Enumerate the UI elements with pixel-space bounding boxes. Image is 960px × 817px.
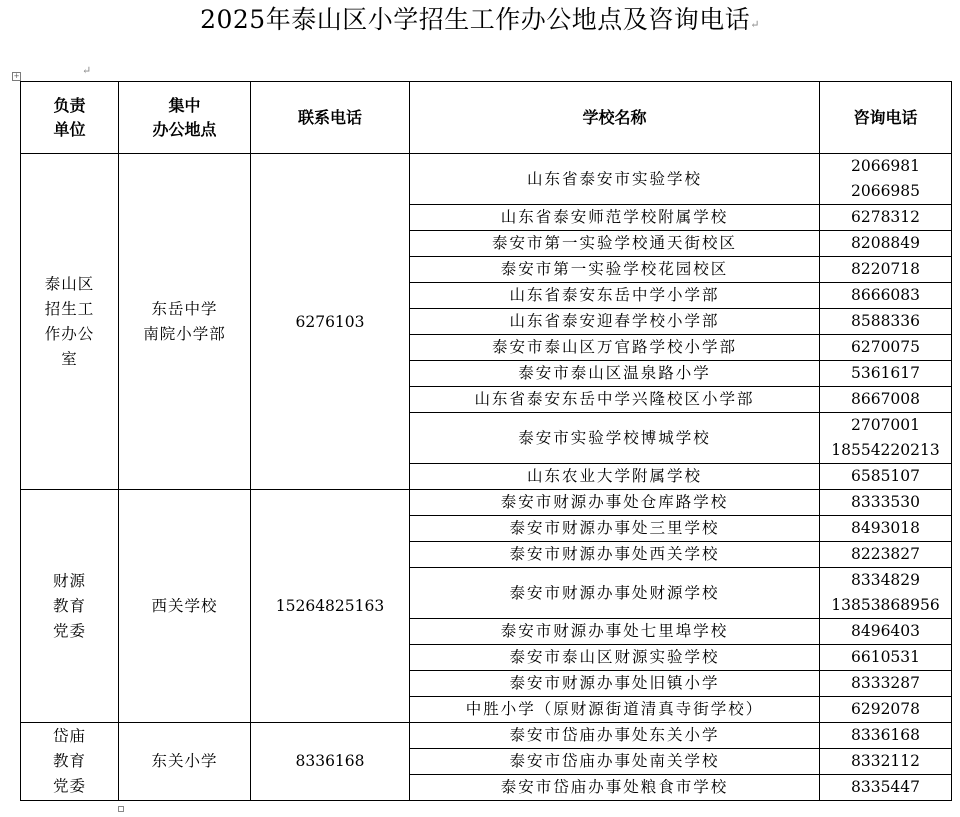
consult-phone-cell: 8667008 bbox=[820, 387, 952, 413]
school-name-cell: 中胜小学（原财源街道清真寺街学校） bbox=[410, 697, 820, 723]
consult-phone-cell: 8335447 bbox=[820, 775, 952, 801]
consult-phone-cell: 8666083 bbox=[820, 283, 952, 309]
table-row bbox=[21, 490, 952, 516]
school-name-cell: 山东省泰安东岳中学小学部 bbox=[410, 283, 820, 309]
school-name-cell: 泰安市财源办事处仓库路学校 bbox=[410, 490, 820, 516]
office-location-cell: 东岳中学 南院小学部 bbox=[119, 154, 251, 490]
school-name-cell: 泰安市泰山区温泉路小学 bbox=[410, 361, 820, 387]
table-move-handle-icon[interactable]: + bbox=[13, 72, 20, 80]
school-name-cell: 泰安市泰山区万官路学校小学部 bbox=[410, 335, 820, 361]
consult-phone-cell: 6610531 bbox=[820, 645, 952, 671]
consult-phone-cell: 8334829 13853868956 bbox=[820, 568, 952, 619]
school-name-cell: 泰安市泰山区财源实验学校 bbox=[410, 645, 820, 671]
consult-phone-cell: 5361617 bbox=[820, 361, 952, 387]
school-name-cell: 泰安市财源办事处财源学校 bbox=[410, 568, 820, 619]
table-row bbox=[21, 723, 952, 749]
school-name-cell: 泰安市财源办事处三里学校 bbox=[410, 516, 820, 542]
consult-phone-cell: 6270075 bbox=[820, 335, 952, 361]
table-header-row bbox=[21, 82, 952, 154]
consult-phone-cell: 8496403 bbox=[820, 619, 952, 645]
school-name-cell: 山东省泰安东岳中学兴隆校区小学部 bbox=[410, 387, 820, 413]
school-name-cell: 山东省泰安迎春学校小学部 bbox=[410, 309, 820, 335]
paragraph-mark: ↵ bbox=[750, 18, 760, 31]
school-name-cell: 山东省泰安市实验学校 bbox=[410, 154, 820, 205]
office-location-cell: 西关学校 bbox=[119, 490, 251, 723]
cell-end-marker bbox=[118, 806, 124, 812]
school-name-cell: 泰安市财源办事处旧镇小学 bbox=[410, 671, 820, 697]
school-name-cell: 泰安市岱庙办事处南关学校 bbox=[410, 749, 820, 775]
consult-phone-cell: 8336168 bbox=[820, 723, 952, 749]
office-location-cell: 东关小学 bbox=[119, 723, 251, 801]
consult-phone-cell: 8223827 bbox=[820, 542, 952, 568]
header-unit: 负责 单位 bbox=[21, 82, 119, 154]
admissions-table bbox=[20, 81, 952, 801]
school-name-cell: 泰安市实验学校博城学校 bbox=[410, 413, 820, 464]
contact-phone-cell: 6276103 bbox=[251, 154, 410, 490]
document-title bbox=[0, 4, 960, 41]
header-contact-phone: 联系电话 bbox=[251, 82, 410, 154]
table-body bbox=[21, 154, 952, 801]
header-consult-phone: 咨询电话 bbox=[820, 82, 952, 154]
responsible-unit-cell: 财源 教育 党委 bbox=[21, 490, 119, 723]
consult-phone-cell: 8333530 bbox=[820, 490, 952, 516]
contact-phone-cell: 8336168 bbox=[251, 723, 410, 801]
consult-phone-cell: 2066981 2066985 bbox=[820, 154, 952, 205]
school-name-cell: 山东农业大学附属学校 bbox=[410, 464, 820, 490]
school-name-cell: 泰安市财源办事处七里埠学校 bbox=[410, 619, 820, 645]
school-name-cell: 泰安市第一实验学校花园校区 bbox=[410, 257, 820, 283]
consult-phone-cell: 2707001 18554220213 bbox=[820, 413, 952, 464]
header-school-name: 学校名称 bbox=[410, 82, 820, 154]
consult-phone-cell: 6278312 bbox=[820, 205, 952, 231]
responsible-unit-cell: 泰山区 招生工 作办公 室 bbox=[21, 154, 119, 490]
consult-phone-cell: 8332112 bbox=[820, 749, 952, 775]
school-name-cell: 泰安市财源办事处西关学校 bbox=[410, 542, 820, 568]
school-name-cell: 泰安市岱庙办事处粮食市学校 bbox=[410, 775, 820, 801]
consult-phone-cell: 6292078 bbox=[820, 697, 952, 723]
contact-phone-cell: 15264825163 bbox=[251, 490, 410, 723]
school-name-cell: 山东省泰安师范学校附属学校 bbox=[410, 205, 820, 231]
document-title-text: 2025年泰山区小学招生工作办公地点及咨询电话 bbox=[200, 5, 751, 34]
consult-phone-cell: 8220718 bbox=[820, 257, 952, 283]
consult-phone-cell: 8333287 bbox=[820, 671, 952, 697]
school-name-cell: 泰安市岱庙办事处东关小学 bbox=[410, 723, 820, 749]
table-row bbox=[21, 154, 952, 205]
consult-phone-cell: 8493018 bbox=[820, 516, 952, 542]
consult-phone-cell: 6585107 bbox=[820, 464, 952, 490]
responsible-unit-cell: 岱庙 教育 党委 bbox=[21, 723, 119, 801]
header-office: 集中 办公地点 bbox=[119, 82, 251, 154]
paragraph-mark: ↵ bbox=[82, 64, 92, 77]
consult-phone-cell: 8208849 bbox=[820, 231, 952, 257]
school-name-cell: 泰安市第一实验学校通天街校区 bbox=[410, 231, 820, 257]
consult-phone-cell: 8588336 bbox=[820, 309, 952, 335]
